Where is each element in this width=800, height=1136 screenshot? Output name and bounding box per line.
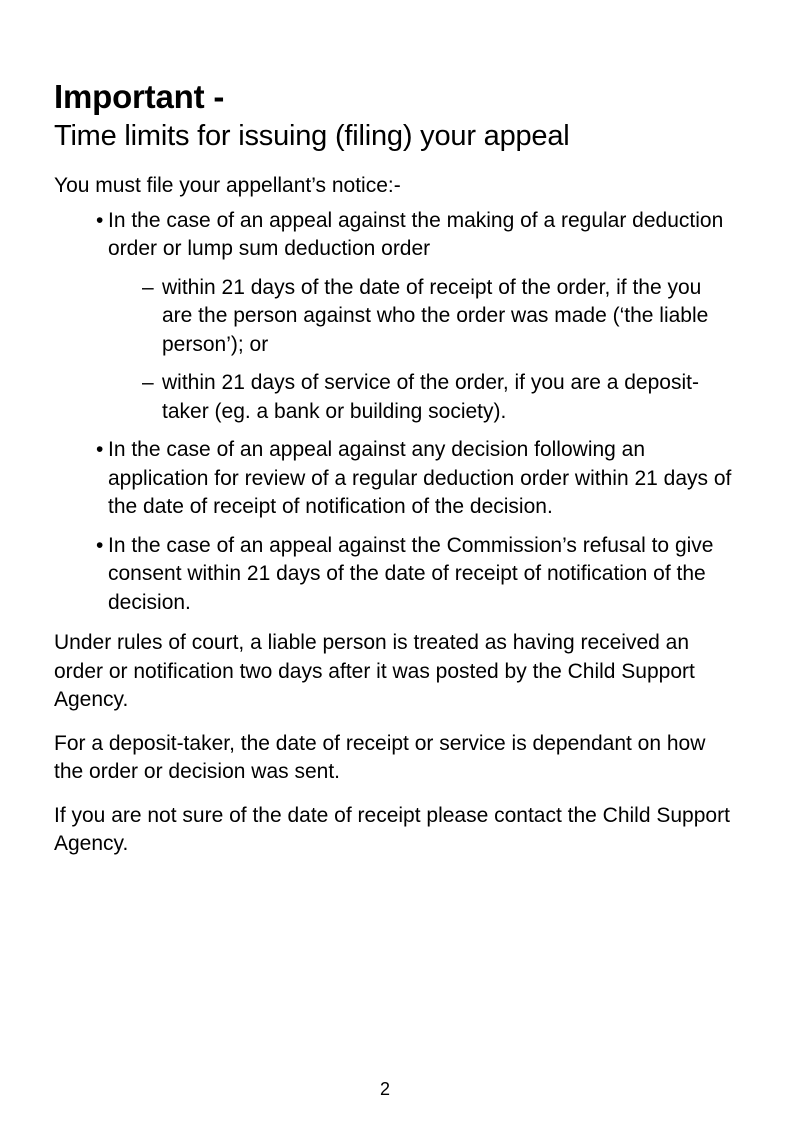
paragraph-rules-of-court: Under rules of court, a liable person is treated as having received an order or notification two days after it was posted by the Child Support Agency. (54, 631, 695, 711)
appeal-bullet-list (54, 207, 734, 618)
dash-icon: – (142, 371, 154, 394)
intro-text: You must file your appellant’s notice:- (54, 174, 401, 197)
heading-time-limits: Time limits for issuing (filing) your appeal (54, 120, 570, 152)
sub-item-text: within 21 days of the date of receipt of the order, if the you are the person against who the order was made (‘the liable person’); or (162, 275, 709, 356)
bullet-item-consent-refusal (54, 532, 734, 618)
bullet-icon: • (96, 208, 104, 232)
bullet-text: In the case of an appeal against the making of a regular deduction order or lump sum deduction order (108, 208, 724, 260)
sub-item-deposit-taker (108, 369, 734, 426)
heading-important: Important - (54, 78, 225, 115)
page-number: 2 (379, 1079, 390, 1099)
paragraph-deposit-taker: For a deposit-taker, the date of receipt or service is dependant on how the order or decision was sent. (54, 731, 706, 783)
bullet-item-deduction-order (54, 207, 734, 427)
sub-item-list (108, 274, 734, 427)
bullet-text: In the case of an appeal against the Commission’s refusal to give consent within 21 days of the date of receipt of notification of the decision. (108, 533, 714, 614)
dash-icon: – (142, 275, 154, 299)
bullet-icon: • (96, 438, 104, 461)
bullet-text: In the case of an appeal against any decision following an application for review of a regular deduction order within 21 days of the date of receipt of notification of the decision. (108, 438, 732, 518)
paragraph-contact-agency: If you are not sure of the date of receipt please contact the Child Support Agency. (54, 803, 730, 855)
sub-item-text: within 21 days of service of the order, if you are a deposit-taker (eg. a bank or building society). (162, 371, 699, 423)
bullet-item-review-decision (54, 436, 734, 522)
document-page (54, 78, 734, 859)
sub-item-liable-person (108, 274, 734, 360)
bullet-icon: • (96, 533, 104, 557)
